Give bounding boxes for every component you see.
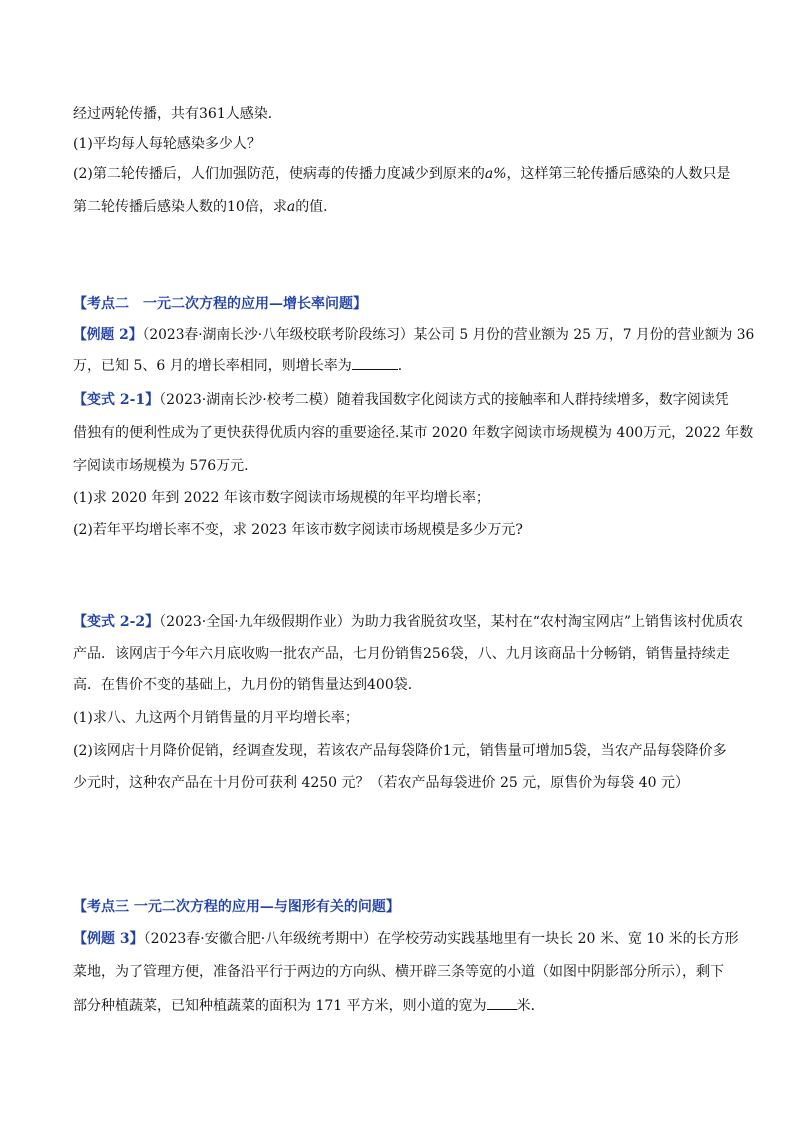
problem-intro: [73, 104, 282, 124]
example-3-text-4: 米．: [516, 998, 545, 1014]
example-3-line-3: [73, 995, 545, 1015]
example-2-text-3: ．: [397, 358, 412, 374]
variant-2-2-text-1: （2023·全国·九年级假期作业）为助力我省脱贫攻坚，某村在“农村淘宝网店”上销售该村优质农: [159, 614, 744, 630]
question-1-text: (1)平均每人每轮感染多少人？: [73, 136, 261, 152]
variant-2-2-q1: (1)求八、九这两个月销售量的月平均增长率；: [73, 710, 359, 726]
example-3-tag: 【例题 3】: [73, 931, 144, 947]
variable-a-percent: a%: [484, 166, 507, 182]
example-2-tag: 【例题 2】: [73, 327, 143, 343]
variant-2-2-question-1: [73, 708, 359, 728]
question-1: [73, 134, 261, 154]
question-2-text-d: 的值．: [295, 199, 338, 215]
question-2-text-c: 第二轮传播后感染人数的10倍，求: [73, 199, 287, 215]
section-heading-3: [73, 897, 400, 917]
intro-text: 经过两轮传播，共有361人感染．: [73, 106, 282, 122]
example-3-line-1: [73, 929, 739, 949]
example-3-text-1: （2023春·安徽合肥·八年级统考期中）在学校劳动实践基地里有一块长 20 米、宽 10 米的长方形: [143, 931, 739, 947]
variant-2-2-question-2-line-2: [73, 773, 689, 793]
example-3-line-2: [73, 962, 724, 982]
variant-2-1-line-1: [73, 390, 729, 410]
question-2-text-a: (2)第二轮传播后，人们加强防范，使病毒的传播力度减少到原来的: [73, 166, 485, 182]
example-2-line-2: [73, 355, 412, 375]
example-3-text-2: 菜地，为了管理方便，准备沿平行于两边的方向纵、横开辟三条等宽的小道（如图中阴影部分所示），剩下: [73, 964, 724, 980]
example-2-text-2: 万，已知 5、6 月的增长率相同，则增长率为: [73, 358, 352, 374]
variant-2-1-q2: (2)若年平均增长率不变，求 2023 年该市数字阅读市场规模是多少万元?: [73, 522, 523, 538]
answer-blank: [352, 355, 398, 370]
variant-2-2-line-1: [73, 612, 743, 632]
section-heading-2: [73, 294, 367, 314]
variant-2-2-q2-text-2: 少元时，这种农产品在十月份可获利 4250 元？（若农产品每袋进价 25 元，原售价为每袋 40 元）: [73, 775, 689, 791]
variant-2-1-line-2: [73, 423, 753, 443]
question-2-text-b: ，这样第三轮传播后感染的人数只是: [506, 166, 731, 182]
variant-2-1-line-3: [73, 456, 249, 476]
variant-2-1-q1: (1)求 2020 年到 2022 年该市数字阅读市场规模的年平均增长率；: [73, 490, 490, 506]
variant-2-2-text-3: 高．在售价不变的基础上，九月份的销售量达到400袋．: [73, 677, 422, 693]
variant-2-1-question-2: [73, 520, 523, 540]
variant-2-2-line-3: [73, 675, 422, 695]
variant-2-2-line-2: [73, 644, 730, 664]
example-3-text-3: 部分种植蔬菜，已知种植蔬菜的面积为 171 平方米，则小道的宽为: [73, 998, 487, 1014]
variant-2-1-text-2: 借独有的便利性成为了更快获得优质内容的重要途径.某市 2020 年数字阅读市场规模为 400万元，2022 年数: [73, 425, 754, 441]
variant-2-2-question-2-line-1: [73, 741, 727, 761]
variant-2-2-tag: 【变式 2-2】: [73, 614, 160, 630]
example-2-text-1: （2023春·湖南长沙·八年级校联考阶段练习）某公司 5 月份的营业额为 25 万，7 月份的营业额为 36: [142, 327, 755, 343]
variant-2-1-question-1: [73, 488, 490, 508]
variable-a: a: [286, 199, 296, 215]
variant-2-1-text-1: （2023·湖南长沙·校考二模）随着我国数字化阅读方式的接触率和人群持续增多，数字阅读凭: [159, 392, 729, 408]
variant-2-1-text-3: 字阅读市场规模为 576万元.: [73, 458, 249, 474]
example-2-line-1: [73, 325, 754, 345]
variant-2-2-q2-text-1: (2)该网店十月降价促销，经调查发现，若该农产品每袋降价1元，销售量可增加5袋，当农产品每袋降价多: [73, 743, 727, 759]
question-2-line-1: [73, 164, 731, 184]
answer-blank: [487, 995, 517, 1010]
variant-2-2-text-2: 产品．该网店于今年六月底收购一批农产品，七月份销售256袋，八、九月该商品十分畅销，销售量持续走: [73, 646, 730, 662]
variant-2-1-tag: 【变式 2-1】: [73, 392, 160, 408]
section-3-title: 【考点三 一元二次方程的应用—与图形有关的问题】: [73, 899, 400, 915]
section-2-title: 【考点二 一元二次方程的应用—增长率问题】: [73, 296, 367, 312]
question-2-line-2: [73, 197, 337, 217]
